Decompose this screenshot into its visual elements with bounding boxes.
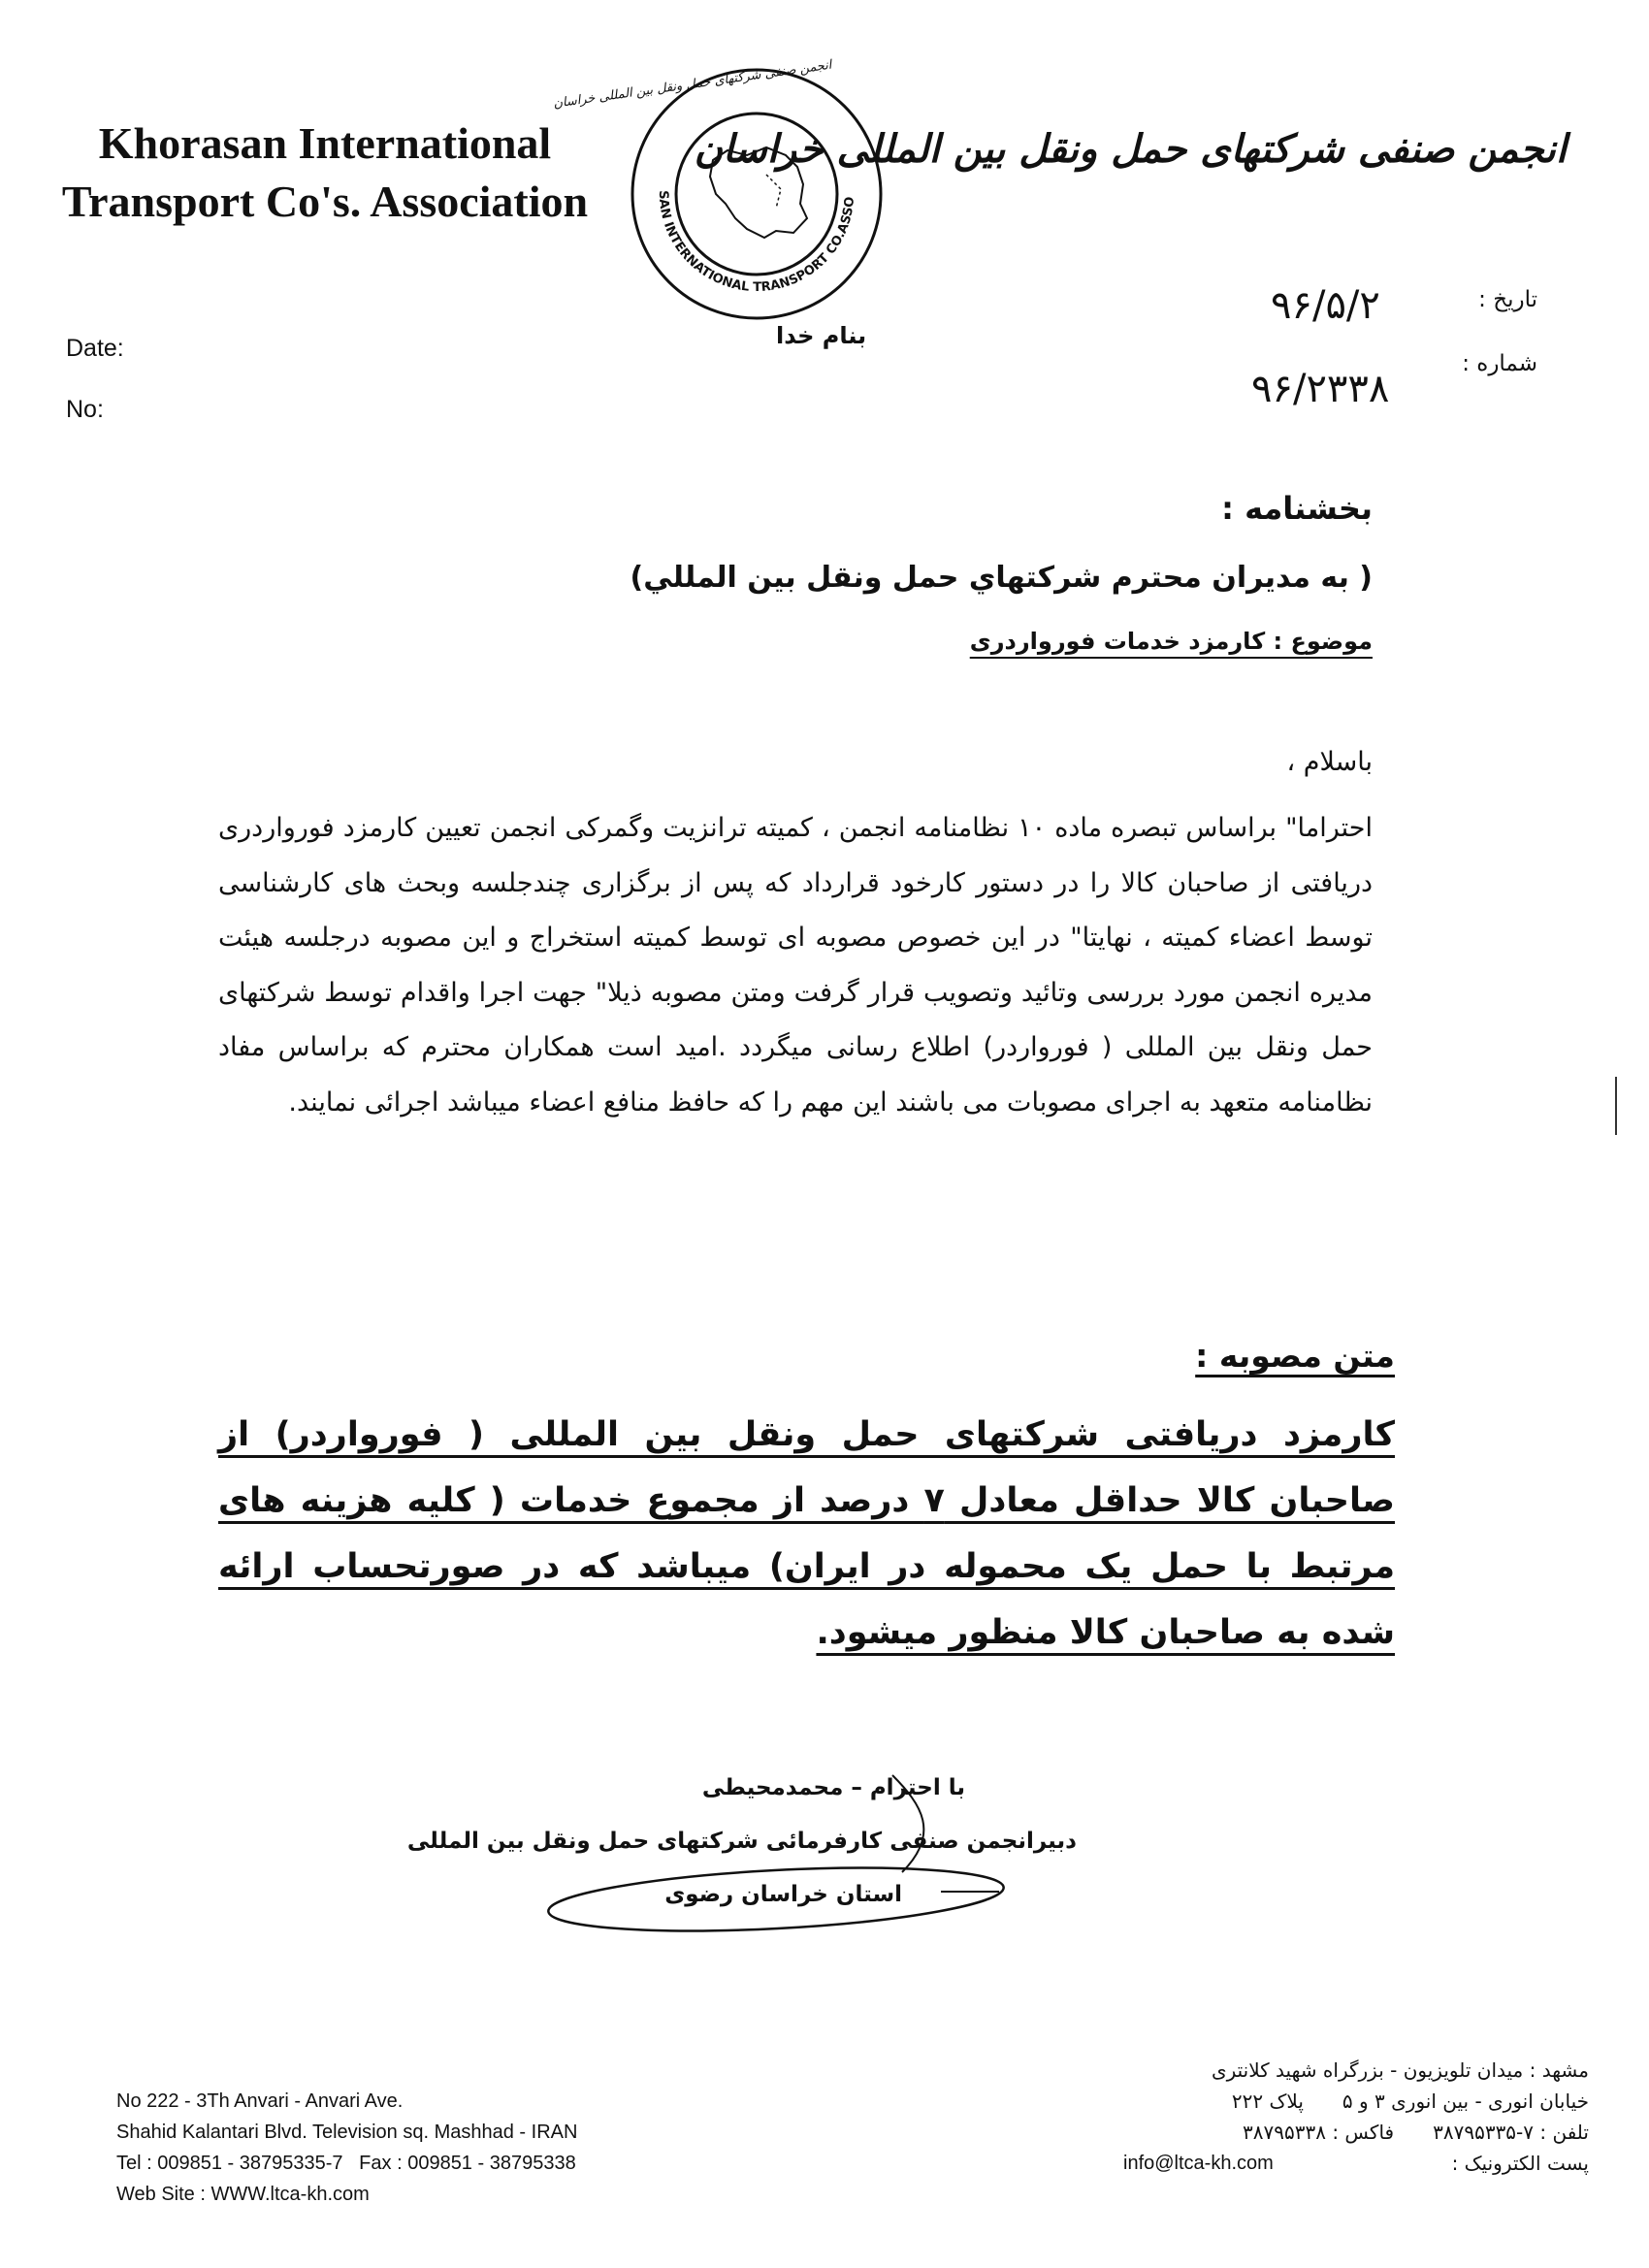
resolution-text: کارمزد دریافتی شرکتهای حمل ونقل بین المللی ( فورواردر) از صاحبان کالا حداقل معادل ۷ درصد از مجموع خدمات ( کلیه هزینه های مرتبط با حمل یک محموله در ایران) میباشد که در صورتحساب ارائه شده به صاحبان کالا منظور میشود. — [218, 1415, 1395, 1652]
letter-body: احتراما" براساس تبصره ماده ۱۰ نظامنامه انجمن ، کمیته ترانزیت وگمرکی انجمن تعیین کارمزد فورواردری دریافتی از صاحبان کالا را در دستور کارخود قرارداد که پس از برگزاری چندجلسه وبحث های کارشناسی توسط اعضاء کمیته ، نهایتا" در این خصوص مصوبه ای توسط کمیته استخراج و این مصوبه درجلسه هیئت مدیره انجمن مورد بررسی وتائید وتصویب قرار گرفت ومتن مصوبه ذیلا" جهت اجرا واقدام توسط شرکتهای حمل ونقل بین المللی ( فورواردر) اطلاع رسانی میگردد .امید است همکاران محترم که براساس مفاد نظامنامه متعهد به اجرای مصوبات می باشند این مهم را که حافظ منافع اعضاء میباشد اجرائی نمایند. — [218, 813, 1373, 1118]
date-value: ۹۶/۵/۲ — [1271, 283, 1380, 328]
no-label-en: No: — [66, 396, 104, 423]
date-label-en: Date: — [66, 335, 124, 362]
signature-line1: با احترام – محمدمحیطی — [701, 1775, 965, 1800]
resolution-heading: متن مصوبه : — [1195, 1337, 1395, 1375]
scan-mark — [1615, 1077, 1617, 1135]
basmala: بنام خدا — [776, 322, 867, 349]
footer-en — [116, 2086, 718, 2210]
seal-ring-fa: انجمن صنفی شرکتهای حمل ونقل بین المللی خراسان — [552, 57, 833, 112]
footer-fa-email-row — [1123, 2148, 1589, 2179]
footer-website: Web Site : WWW.ltca-kh.com — [116, 2184, 370, 2205]
date-label-fa: تاریخ : — [1478, 287, 1537, 312]
footer-fa-fax: فاکس : ۳۸۷۹۵۳۳۸ — [1243, 2121, 1395, 2144]
letter-recipient: ( به مدیران محترم شرکتهاي حمل ونقل بین المللي) — [630, 561, 1373, 595]
footer-email[interactable]: info@ltca-kh.com — [1123, 2153, 1274, 2174]
org-name-en-line1: Khorasan International — [98, 118, 552, 168]
letter-subject: موضوع : کارمزد خدمات فورواردری — [969, 628, 1373, 655]
org-name-en — [53, 114, 597, 231]
no-label-fa: شماره : — [1462, 351, 1537, 376]
footer-fa — [1123, 2055, 1589, 2179]
org-name-en-line2: Transport Co's. Association — [61, 177, 589, 226]
letter-type: بخشنامه : — [1221, 490, 1373, 527]
no-value: ۹۶/۲۳۳۸ — [1251, 367, 1390, 411]
greeting: باسلام ، — [1286, 747, 1373, 777]
org-name-fa: انجمن صنفی شرکتهای حمل ونقل بین المللی خراسان — [694, 126, 1567, 172]
seal-ring-en: SAN INTERNATIONAL TRANSPORT CO.ASSO — [655, 190, 858, 295]
signature-block — [406, 1746, 1077, 1930]
signature-line3: استان خراسان رضوی — [664, 1882, 902, 1907]
footer-fa-phone: تلفن : ۷-۳۸۷۹۵۳۳۵ — [1433, 2121, 1589, 2144]
footer-phones: Tel : 009851 - 38795335-7 Fax : 009851 - 38795338 — [116, 2153, 576, 2174]
footer-fa-line2 — [1123, 2086, 1589, 2117]
association-seal — [552, 57, 892, 330]
footer-fa-email-label: پست الکترونیک : — [1451, 2152, 1589, 2175]
footer-fa-line2a: خیابان انوری - بین انوری ۳ و ۵ — [1342, 2090, 1589, 2113]
signature-line2: دبیرانجمن صنفی کارفرمائی شرکتهای حمل ونقل بین المللی — [406, 1829, 1077, 1854]
footer-fa-line2b: پلاک ۲۲۲ — [1231, 2090, 1304, 2113]
footer-address2: Shahid Kalantari Blvd. Television sq. Mashhad - IRAN — [116, 2122, 578, 2143]
footer-address1: No 222 - 3Th Anvari - Anvari Ave. — [116, 2090, 404, 2112]
footer-fa-line1: مشهد : میدان تلویزیون - بزرگراه شهید کلانتری — [1211, 2058, 1589, 2082]
footer-fa-line3 — [1123, 2117, 1589, 2148]
